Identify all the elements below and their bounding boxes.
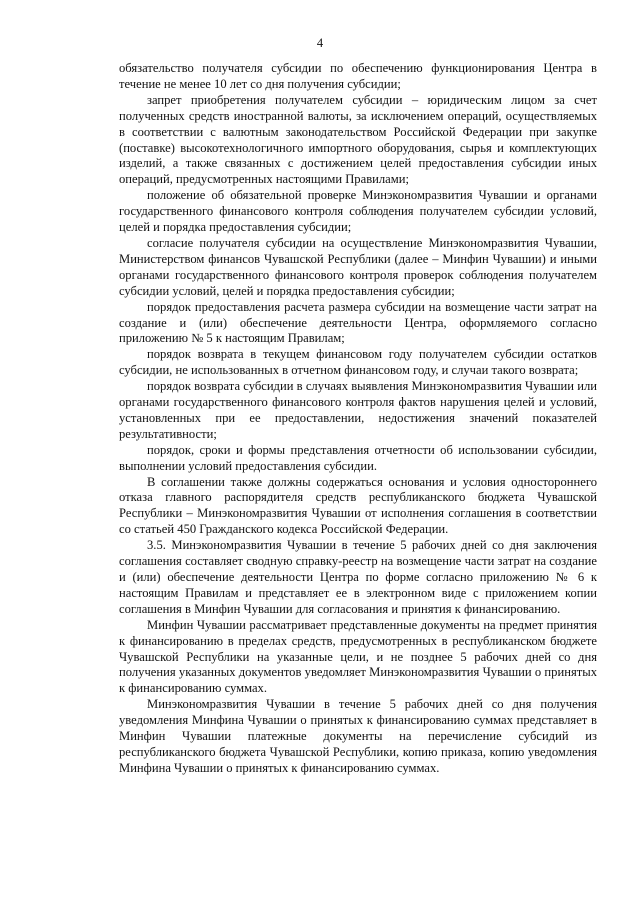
paragraph-section-3-5: 3.5. Минэкономразвития Чувашии в течение 5 рабочих дней со дня заключения соглашения составляет сводную справку-реестр на возмещение части затрат на создание и (или) обеспечение деятельности Центра по форме согласно приложению № 6 к настоящим Правилам и представляет ее в электронном виде с приложением копии соглашения в Минфин Чувашии для согласования и принятия к финансированию. [119,538,597,616]
page-number: 4 [316,36,324,50]
paragraph-obligation: обязательство получателя субсидии по обеспечению функционирования Центра в течение не менее 10 лет со дня получения субсидии; [119,61,597,91]
paragraph-return-violations: порядок возврата субсидии в случаях выявления Минэкономразвития Чувашии или органами государственного финансового контроля фактов нарушения целей и условий, установленных при ее предоставлении, недостижения значений показателей результативности; [119,379,597,441]
paragraph-minfin-review: Минфин Чувашии рассматривает представленные документы на предмет принятия к финансированию в пределах средств, предусмотренных в республиканском бюджете Чувашской Республики на указанные цели, и не позднее 5 рабочих дней со дня получения указанных документов уведомляет Минэкономразвития Чувашии о принятых к финансированию суммах. [119,617,597,696]
paragraph-consent: согласие получателя субсидии на осуществление Минэкономразвития Чувашии, Министерством финансов Чувашской Республики (далее – Минфин Чувашии) и иными органами государственного финансового контроля проверок соблюдения получателем субсидии условий, целей и порядка предоставления субсидии; [119,235,597,298]
paragraph-mandatory-check: положение об обязательной проверке Минэкономразвития Чувашии и органами государственного финансового контроля соблюдения получателем субсидии условий, целей и порядка предоставления субсидии; [119,188,597,235]
paragraph-unilateral-refusal: В соглашении также должны содержаться основания и условия одностороннего отказа главного распорядителя средств республиканского бюджета Чувашской Республики – Минэкономразвития Чувашии от исполнения соглашения в соответствии со статьей 450 Гражданского кодекса Российской Федерации. [119,474,597,537]
paragraph-calculation-order: порядок предоставления расчета размера субсидии на возмещение части затрат на создание и (или) обеспечение деятельности Центра, оформляемого согласно приложению № 5 к настоящим Правилам; [119,299,597,346]
paragraph-payment-documents: Минэкономразвития Чувашии в течение 5 рабочих дней со дня получения уведомления Минфина Чувашии о принятых к финансированию суммах представляет в Минфин Чувашии платежные документы на перечисление субсидий из республиканского бюджета Чувашской Республики, копию приказа, копию уведомления Минфина Чувашии о принятых к финансированию суммах. [119,697,597,775]
paragraph-reporting: порядок, сроки и формы представления отчетности об использовании субсидии, выполнении условий предоставления субсидии. [119,442,597,473]
paragraph-return-remainder: порядок возврата в текущем финансовом году получателем субсидии остатков субсидии, не использованных в отчетном финансовом году, и случаи такого возврата; [119,347,597,378]
paragraph-currency-ban: запрет приобретения получателем субсидии – юридическим лицом за счет полученных средств иностранной валюты, за исключением операций, осуществляемых в соответствии с валютным законодательством Российской Федерации при закупке (поставке) высокотехнологичного импортного оборудования, сырья и комплектующих изделий, а также связанных с достижением целей предоставления субсидии иных операций, предусмотренных настоящими Правилами; [119,92,597,187]
document-body [119,61,597,777]
